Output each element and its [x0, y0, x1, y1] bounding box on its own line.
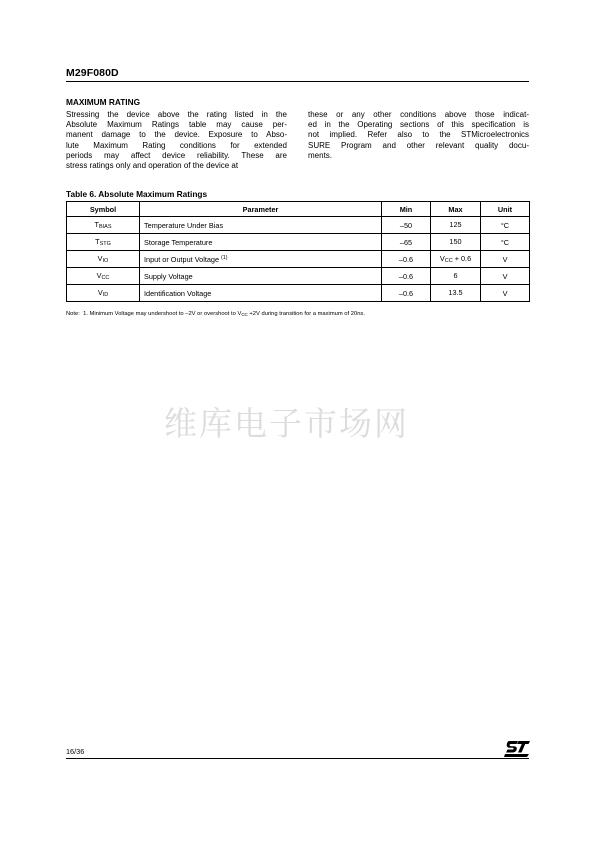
- body-text-right: [308, 110, 529, 161]
- st-logo-icon: [504, 741, 530, 757]
- header-rule: [66, 81, 529, 82]
- table-caption: Table 6. Absolute Maximum Ratings: [66, 189, 208, 199]
- header-symbol: Symbol: [67, 202, 140, 217]
- body-left-line: Absolute Maximum Ratings table may cause per-: [66, 120, 287, 130]
- table-row: [67, 285, 530, 302]
- table-row: [67, 268, 530, 285]
- cell-max: 6: [431, 268, 481, 285]
- cell-min: –0.6: [382, 251, 431, 268]
- cell-max: 125: [431, 217, 481, 234]
- cell-symbol: TSTG: [67, 234, 140, 251]
- body-right-line: SURE Program and other relevant quality docu-: [308, 140, 529, 150]
- cell-symbol: VIO: [67, 251, 140, 268]
- table-note: [66, 311, 365, 317]
- body-right-line: these or any other conditions above those indicat-: [308, 110, 529, 119]
- body-right-line: ed in the Operating sections of this specification is: [308, 120, 529, 130]
- note-text-end: +2V during transition for a maximum of 20ns.: [247, 311, 365, 317]
- cell-parameter: Supply Voltage: [140, 268, 382, 285]
- body-left-line: manent damage to the device. Exposure to Abso-: [66, 130, 287, 140]
- cell-min: –0.6: [382, 285, 431, 302]
- table-header-row: [67, 202, 530, 217]
- cell-max: VCC + 0.6: [431, 251, 481, 268]
- header-parameter: Parameter: [140, 202, 382, 217]
- cell-min: –65: [382, 234, 431, 251]
- cell-unit: °C: [481, 217, 530, 234]
- cell-unit: V: [481, 268, 530, 285]
- body-right-line: not implied. Refer also to the STMicroelectronics: [308, 130, 529, 140]
- cell-max: 13.5: [431, 285, 481, 302]
- table-row: [67, 234, 530, 251]
- cell-parameter: Storage Temperature: [140, 234, 382, 251]
- watermark: 维库电子市场网: [164, 404, 409, 443]
- cell-max: 150: [431, 234, 481, 251]
- footer-rule: [66, 758, 529, 759]
- note-label: Note:: [66, 311, 80, 317]
- cell-parameter: Input or Output Voltage $^{(1)}$: [140, 251, 382, 268]
- cell-symbol: VID: [67, 285, 140, 302]
- cell-min: –0.6: [382, 268, 431, 285]
- cell-min: –50: [382, 217, 431, 234]
- body-left-line: Stressing the device above the rating listed in the: [66, 110, 287, 119]
- note-subscript: CC: [241, 312, 248, 317]
- cell-symbol: TBIAS: [67, 217, 140, 234]
- page-number: 16/36: [66, 747, 85, 756]
- cell-unit: °C: [481, 234, 530, 251]
- body-right-line: ments.: [308, 150, 333, 160]
- cell-unit: V: [481, 285, 530, 302]
- body-left-line: lute Maximum Rating conditions for extended: [66, 140, 287, 150]
- document-title: M29F080D: [66, 67, 119, 79]
- section-heading: MAXIMUM RATING: [66, 97, 141, 107]
- note-text: 1. Minimum Voltage may undershoot to –2V or overshoot to V: [83, 311, 242, 317]
- cell-parameter: Temperature Under Bias: [140, 217, 382, 234]
- header-max: Max: [431, 202, 481, 217]
- body-text-left: [66, 110, 287, 171]
- table-row: [67, 217, 530, 234]
- absolute-maximum-ratings-table: [66, 201, 530, 302]
- cell-symbol: VCC: [67, 268, 140, 285]
- header-min: Min: [382, 202, 431, 217]
- body-left-line: periods may affect device reliability. These are: [66, 150, 287, 160]
- body-left-line: stress ratings only and operation of the device at: [66, 161, 239, 171]
- cell-parameter: Identification Voltage: [140, 285, 382, 302]
- table-row: [67, 251, 530, 268]
- header-unit: Unit: [481, 202, 530, 217]
- cell-unit: V: [481, 251, 530, 268]
